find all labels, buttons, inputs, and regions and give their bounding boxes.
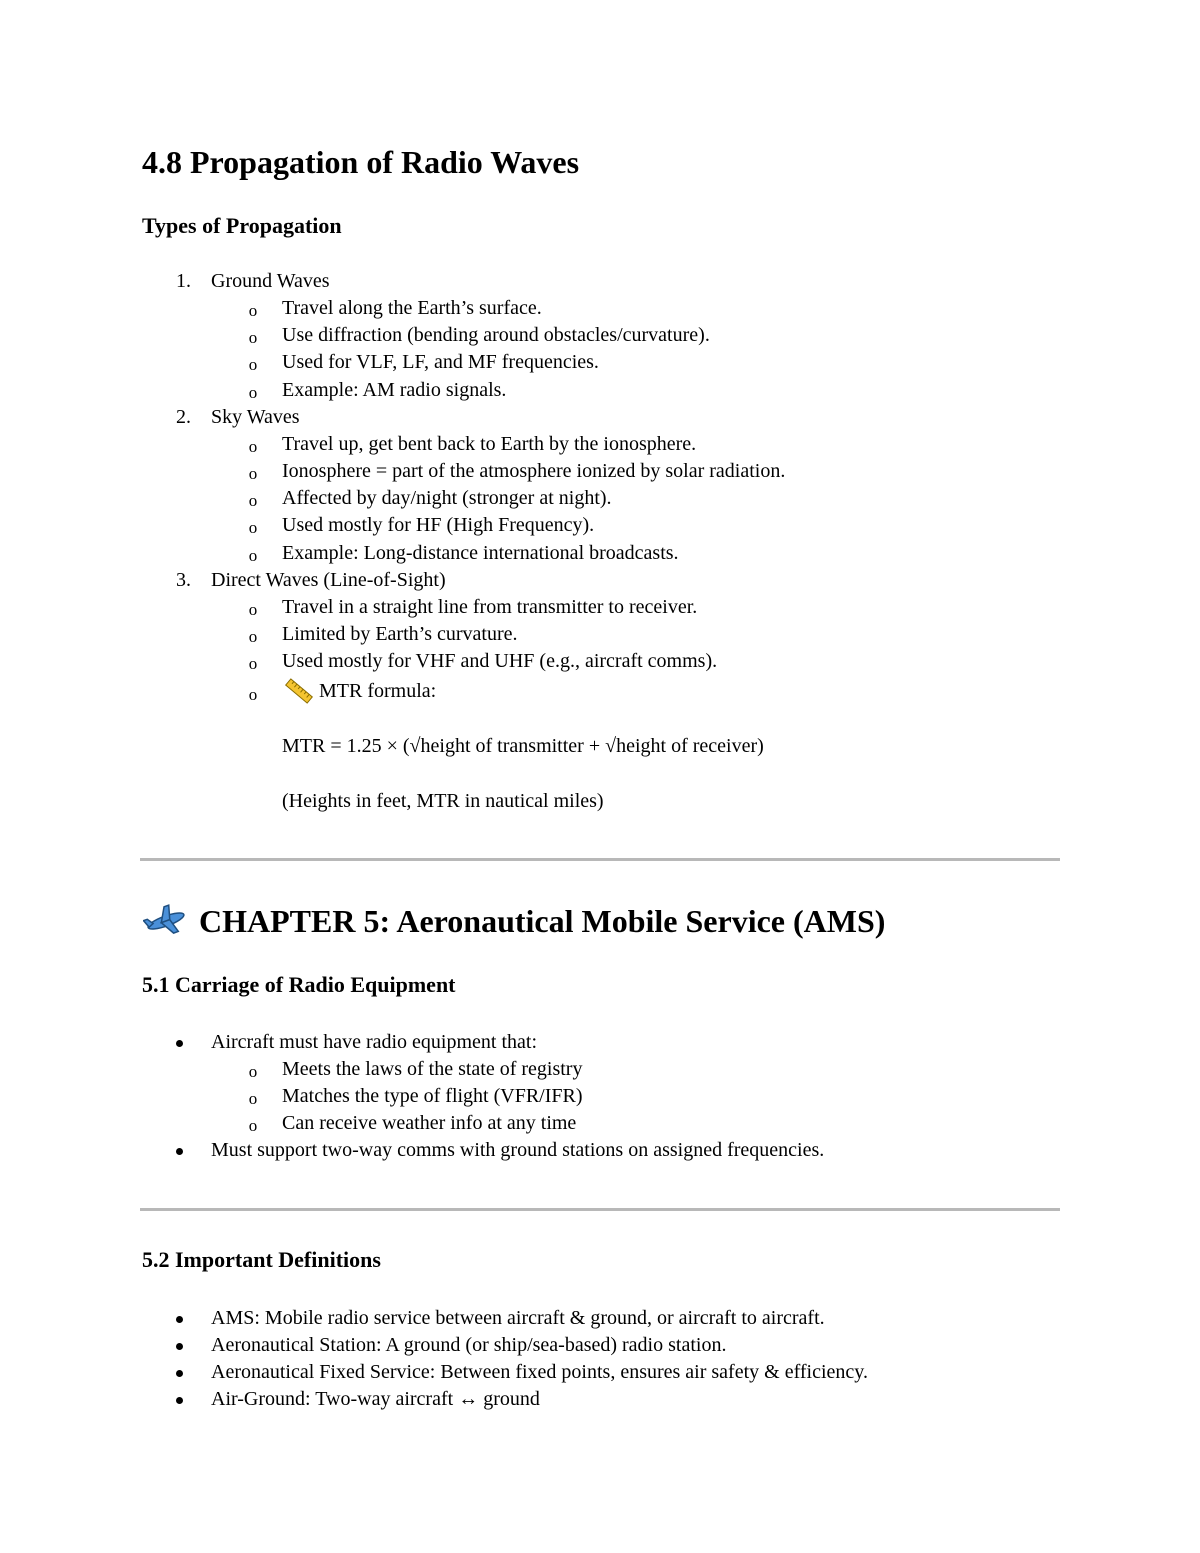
bullet-icon [176, 1397, 183, 1404]
list-item: Use diffraction (bending around obstacles/curvature). [282, 324, 710, 346]
list-item: Affected by day/night (stronger at night). [282, 487, 612, 509]
sub-bullet-icon: o [248, 328, 258, 347]
list-item: Limited by Earth’s curvature. [282, 623, 518, 645]
sub-bullet-icon: o [248, 437, 258, 456]
sub-bullet-icon: o [248, 301, 258, 320]
formula-note: (Heights in feet, MTR in nautical miles) [282, 790, 604, 812]
formula-label: MTR formula: [319, 680, 437, 702]
list-item: Meets the laws of the state of registry [282, 1058, 583, 1080]
list-number: 3. [176, 569, 191, 591]
sub-bullet-icon: o [248, 464, 258, 483]
airplane-icon [143, 903, 189, 939]
list-item: Aeronautical Fixed Service: Between fixed points, ensures air safety & efficiency. [211, 1361, 868, 1383]
subsection-title: 5.2 Important Definitions [142, 1247, 381, 1272]
sub-bullet-icon: o [248, 685, 258, 704]
formula: MTR = 1.25 × (√height of transmitter + √height of receiver) [282, 735, 764, 757]
sub-bullet-icon: o [248, 518, 258, 537]
sub-bullet-icon: o [248, 600, 258, 619]
list-number: 2. [176, 406, 191, 428]
list-item-label: Sky Waves [211, 406, 300, 428]
list-item: Aircraft must have radio equipment that: [211, 1031, 538, 1053]
list-item: Aeronautical Station: A ground (or ship/sea-based) radio station. [211, 1334, 727, 1356]
sub-bullet-icon: o [248, 546, 258, 565]
list-item: Example: AM radio signals. [282, 379, 507, 401]
list-item: Can receive weather info at any time [282, 1112, 577, 1134]
bullet-icon [176, 1316, 183, 1323]
list-item: Used mostly for HF (High Frequency). [282, 514, 595, 536]
list-item: Travel in a straight line from transmitter to receiver. [282, 596, 698, 618]
list-item: Air-Ground: Two-way aircraft ↔ ground [211, 1388, 540, 1410]
list-item: Travel along the Earth’s surface. [282, 297, 542, 319]
sub-bullet-icon: o [248, 1089, 258, 1108]
ruler-icon [284, 678, 314, 704]
list-item: Matches the type of flight (VFR/IFR) [282, 1085, 583, 1107]
list-item: Example: Long-distance international broadcasts. [282, 542, 679, 564]
list-item: AMS: Mobile radio service between aircraft & ground, or aircraft to aircraft. [211, 1307, 825, 1329]
list-item-label: Ground Waves [211, 270, 330, 292]
list-item: Travel up, get bent back to Earth by the ionosphere. [282, 433, 697, 455]
sub-bullet-icon: o [248, 654, 258, 673]
subsection-title: 5.1 Carriage of Radio Equipment [142, 972, 456, 997]
section-title: 4.8 Propagation of Radio Waves [142, 144, 580, 180]
sub-bullet-icon: o [248, 491, 258, 510]
subsection-title: Types of Propagation [142, 213, 342, 238]
list-item: Used mostly for VHF and UHF (e.g., aircraft comms). [282, 650, 718, 672]
bullet-icon [176, 1148, 183, 1155]
sub-bullet-icon: o [248, 627, 258, 646]
bullet-icon [176, 1370, 183, 1377]
list-item-label: Direct Waves (Line-of-Sight) [211, 569, 446, 591]
chapter-title: CHAPTER 5: Aeronautical Mobile Service (AMS) [199, 903, 886, 939]
horizontal-rule [140, 858, 1060, 861]
sub-bullet-icon: o [248, 1116, 258, 1135]
list-item: Ionosphere = part of the atmosphere ionized by solar radiation. [282, 460, 786, 482]
list-item: Used for VLF, LF, and MF frequencies. [282, 351, 599, 373]
sub-bullet-icon: o [248, 383, 258, 402]
sub-bullet-icon: o [248, 355, 258, 374]
sub-bullet-icon: o [248, 1062, 258, 1081]
list-number: 1. [176, 270, 191, 292]
bullet-icon [176, 1040, 183, 1047]
horizontal-rule [140, 1208, 1060, 1211]
bullet-icon [176, 1343, 183, 1350]
list-item: Must support two-way comms with ground stations on assigned frequencies. [211, 1139, 825, 1161]
